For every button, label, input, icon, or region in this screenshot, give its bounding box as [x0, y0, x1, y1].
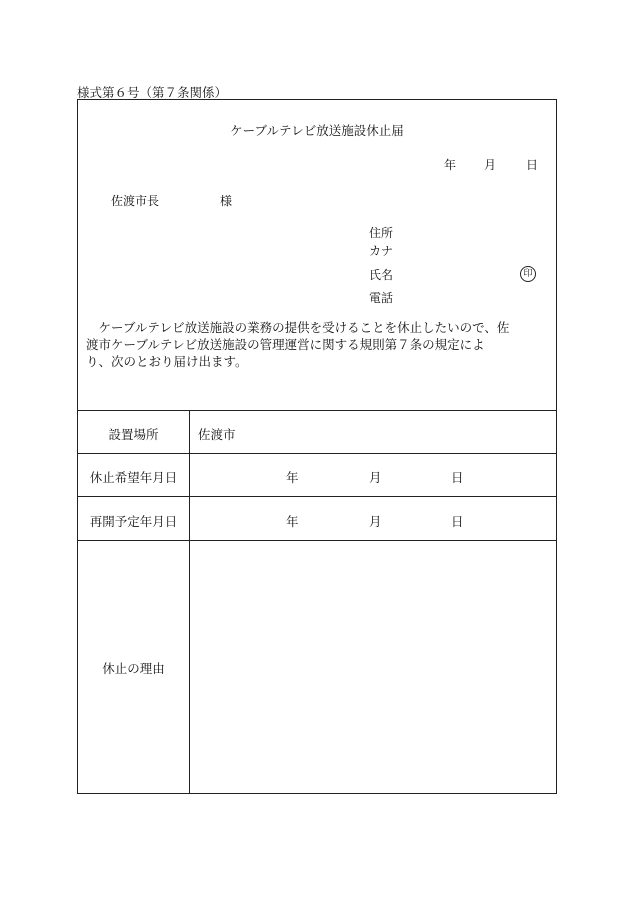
date-day: 日	[526, 158, 539, 172]
suspend-day: 日	[451, 470, 464, 485]
row-label-reason: 休止の理由	[102, 661, 165, 676]
seal-mark: 印	[520, 266, 536, 282]
resume-month: 月	[369, 514, 382, 529]
form-number-label: 様式第６号（第７条関係）	[77, 85, 228, 100]
date-month: 月	[484, 158, 497, 172]
body-line: ケーブルテレビ放送施設の業務の提供を受けることを休止したいので、佐	[86, 320, 510, 335]
table-column-rule	[189, 410, 190, 794]
row-value-location: 佐渡市	[198, 427, 236, 442]
date-year: 年	[444, 158, 457, 172]
document-title: ケーブルテレビ放送施設休止届	[230, 123, 404, 138]
name-label: 氏名	[369, 268, 394, 282]
body-line: 渡市ケーブルテレビ放送施設の管理運営に関する規則第７条の規定によ	[86, 337, 485, 352]
resume-year: 年	[286, 514, 299, 529]
row-label-location: 設置場所	[108, 427, 159, 442]
resume-day: 日	[451, 514, 464, 529]
body-line: り、次のとおり届け出ます。	[86, 354, 248, 369]
phone-label: 電話	[369, 291, 394, 305]
table-row-rule	[78, 540, 556, 541]
suspend-month: 月	[369, 470, 382, 485]
form-box	[77, 99, 557, 794]
table-top-rule	[78, 410, 556, 411]
recipient-honorific: 様	[220, 194, 233, 208]
kana-label: カナ	[369, 244, 394, 258]
recipient-name: 佐渡市長	[111, 194, 160, 208]
suspend-year: 年	[286, 470, 299, 485]
row-label-resume-date: 再開予定年月日	[89, 514, 178, 529]
row-label-suspend-date: 休止希望年月日	[89, 470, 178, 485]
address-label: 住所	[369, 226, 394, 240]
body-paragraph	[86, 319, 552, 370]
table-row-rule	[78, 453, 556, 454]
table-row-rule	[78, 496, 556, 497]
